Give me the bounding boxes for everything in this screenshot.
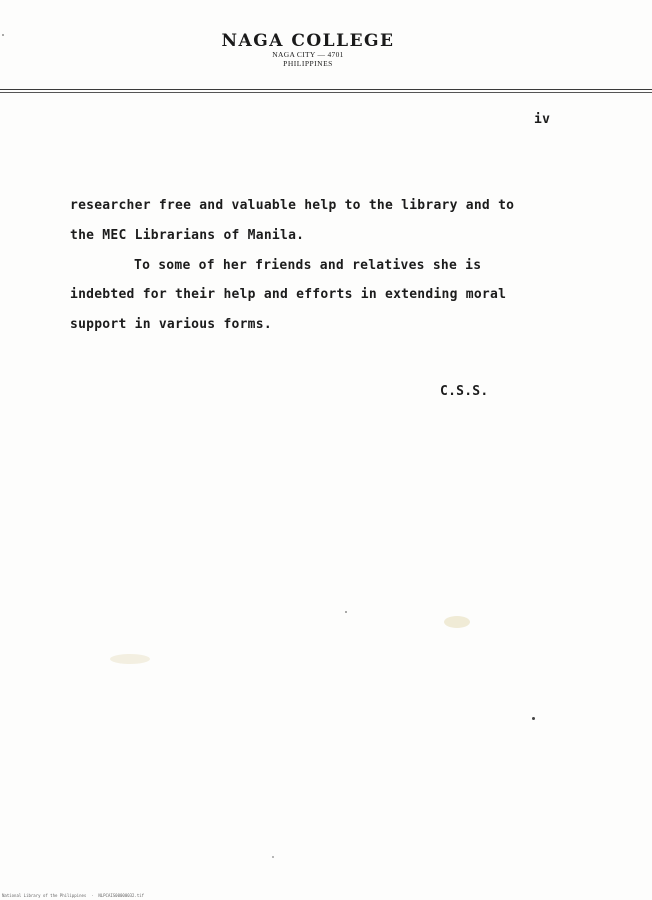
paper-stain xyxy=(444,616,470,628)
body-line: indebted for their help and efforts in extending moral xyxy=(70,287,507,302)
paper-speck xyxy=(272,856,274,858)
paper-stain xyxy=(110,654,150,664)
paper-speck xyxy=(2,34,4,36)
signature-initials: C.S.S. xyxy=(440,384,489,399)
letterhead-rule-top xyxy=(0,89,652,90)
body-line: To some of her friends and relatives she is xyxy=(134,258,482,273)
paper-speck xyxy=(345,611,347,613)
body-line: researcher free and valuable help to the library and to xyxy=(70,198,515,213)
scan-footer: National Library of the Philippines · NLPCAIS00000032.tif xyxy=(2,893,145,898)
paper-speck xyxy=(532,717,535,720)
letterhead-country: PHILIPPINES xyxy=(283,59,333,68)
letterhead-rule-bottom xyxy=(0,92,652,93)
page-number: iv xyxy=(534,112,551,127)
body-line: the MEC Librarians of Manila. xyxy=(70,228,305,243)
body-line: support in various forms. xyxy=(70,317,272,332)
letterhead xyxy=(0,31,616,68)
letterhead-city: NAGA CITY — 4701 xyxy=(272,50,344,59)
letterhead-institution: NAGA COLLEGE xyxy=(221,31,395,51)
